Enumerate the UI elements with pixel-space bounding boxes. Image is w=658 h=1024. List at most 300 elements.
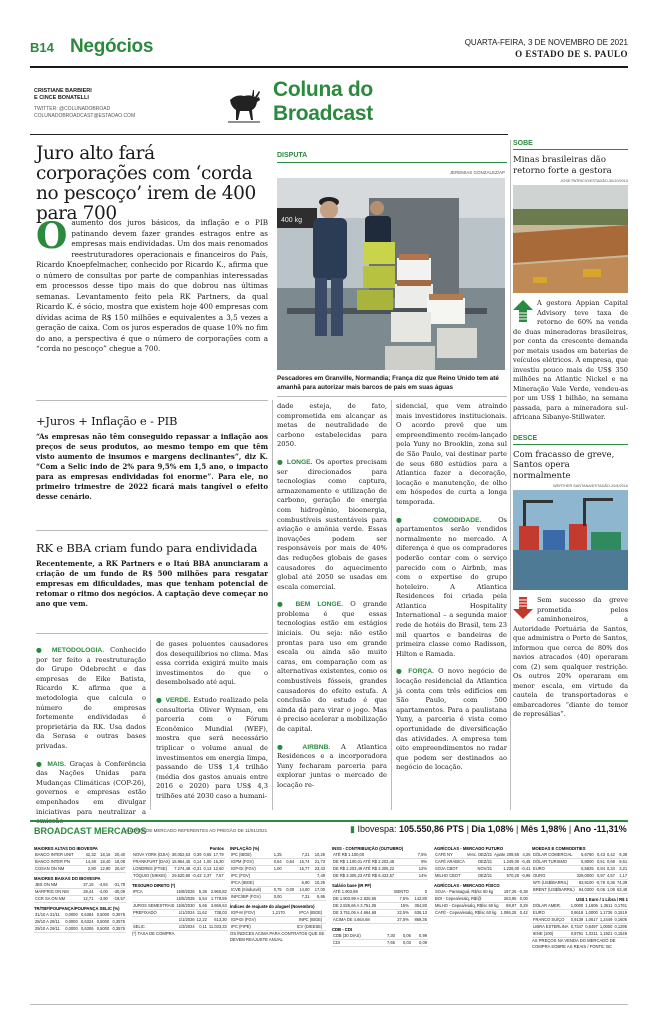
note-forca: ● FORÇA. O novo negócio de locação residencial da Atlantica já conta com três edifícios em São Paulo, com 500 apartamentos. Para a paulistana Yuny, a parceria é vista como oportunidade de diversificação das atividades. A empresa tem oito empreendimentos no radar que podem ser destinados ao negócio de locação. xyxy=(396,667,507,772)
table-cell: DE 3.751,06 A 4.664,68 xyxy=(332,910,388,917)
table-cell: 29/10 A 29/11 xyxy=(34,926,63,933)
table-cell: SELIC xyxy=(132,924,175,931)
table-cell: 37,15 xyxy=(79,882,94,889)
table-cell: 2,80 xyxy=(82,866,97,873)
table-heading: TESOURO DIRETO (*) xyxy=(132,883,176,889)
note-verde: ● VERDE. Estudo realizado pela consultoria Oliver Wyman, em parceria com o Fórum Econômico Mundial (WEF), mostra que será necessário triplicar o volume anual de investimentos em energia limpa, passando de US$ 1,4 trilhão (média dos gastos anuais entre 2016 e 2020) para US$ 4,3 trilhões até 2030 caso a humani- xyxy=(156,695,268,800)
juros-subhead: +Juros + Inflação e - PIB xyxy=(36,414,178,428)
table-row xyxy=(230,924,326,931)
table-row xyxy=(332,896,428,903)
table-cell: 0,69 xyxy=(606,859,615,865)
table-cell: 1,2170 xyxy=(266,910,286,917)
table-cell: 6,90 xyxy=(295,880,310,887)
table-cell: WTI (US$/BARRIL) xyxy=(532,880,576,887)
market-block-stocks xyxy=(132,846,227,937)
note-mais: ● MAIS. Graças à Conferência das Nações Unidas para Mudanças Climáticas (COP-26), governos e empresas estão empenhados em divulgar iniciativas para neutralizar a emissão xyxy=(36,759,146,826)
table-cell: IPC (FIPE) xyxy=(230,924,266,931)
edition-date: QUARTA-FEIRA, 3 DE NOVEMBRO DE 2021 xyxy=(464,38,628,47)
table-row xyxy=(132,859,225,866)
table-cell: 0,34 xyxy=(606,866,615,872)
table-heading: AGRÍCOLAS - MERCADO FUTURO xyxy=(434,846,504,851)
note-longe: ● LONGE. Os aportes precisam ser direcionados para tecnologias como captura, armazenamento e utilização de carbono, geração de energia com hidrogênio, bioenergia, combustíveis sustentáveis para aviação e amônia verde. Essas inovações podem ser responsáveis por mais de 40% das reduções globais de gases causadores do aquecimento global até 2050 se usadas em escala comercial. xyxy=(277,457,387,591)
table-cell: 5,36 xyxy=(196,889,208,896)
table-row xyxy=(132,873,225,880)
table-row xyxy=(434,873,531,880)
table-cell: 0,43 xyxy=(595,852,606,859)
table-row xyxy=(230,873,326,880)
table-cell: 4,57 xyxy=(606,873,615,879)
table-row xyxy=(132,903,228,910)
table-row xyxy=(434,903,529,910)
table-cell: 1,0000 xyxy=(585,910,598,916)
table-cell: ATÉ R$ 1.100,00 xyxy=(332,852,413,859)
caption-divider xyxy=(277,396,507,397)
notes-column-a xyxy=(36,646,146,827)
table-cell: 2,37 xyxy=(203,873,212,879)
table-cell: BANCO INTER UNIT xyxy=(34,852,82,859)
footer-rule xyxy=(30,1004,628,1005)
table-cell: 0,6384 xyxy=(79,912,95,919)
table-row xyxy=(34,926,126,933)
table-cell: DE 1.903,99 A 2.826,65 xyxy=(332,896,388,903)
table-cell: -19,57 xyxy=(109,896,126,903)
table-cell: 0,8791 xyxy=(570,931,584,937)
table-cell: TÓQUIO (NIKKEI) xyxy=(132,873,171,880)
table-cell: -30,09 xyxy=(109,889,126,896)
table-row xyxy=(532,910,628,917)
notes-column-b xyxy=(156,640,268,802)
table-cell: 27,5% xyxy=(388,917,409,924)
ibov-points: 105.550,86 PTS xyxy=(399,824,465,834)
table-cell: 0,3575 xyxy=(110,919,126,926)
table-cell: ICV (DIEESE) xyxy=(286,924,323,931)
mine-photo xyxy=(513,185,628,293)
table-cell: 263,95 xyxy=(499,896,517,903)
table-cell: CDB (30 DIAS) xyxy=(332,933,380,940)
ibov-dia: Dia 1,08% xyxy=(471,824,514,834)
table-cell: 1,17 xyxy=(616,873,628,880)
table-heading: MAIORES BAIXAS DO IBOVESPA xyxy=(34,876,101,882)
table-cell xyxy=(323,917,326,924)
column-divider xyxy=(272,400,273,810)
table-cell: -0,06 xyxy=(595,887,605,893)
table-cell: CCR SA ON NM xyxy=(34,896,79,903)
table-cell: 0,1761 xyxy=(614,903,627,909)
table-cell: ACIMA DE 4.664,68 xyxy=(332,917,388,924)
table-cell: DÓLAR AMER. xyxy=(532,903,570,910)
table-row xyxy=(34,859,126,866)
table-cell: 15/8/2030 xyxy=(176,903,195,909)
sobe-label: SOBE xyxy=(513,140,628,150)
table-cell: 7,5% xyxy=(388,896,409,903)
table-cell: DEZ/21 xyxy=(466,873,493,880)
table-cell: 636,13 xyxy=(410,910,428,917)
table-cell: 0,51 xyxy=(595,859,606,866)
juros-paragraph: “As empresas não têm conseguido repassar a inflação aos preços de seus produtos, ao mesmo tempo em que têm visto aumento de insumos e margens declinantes”, diz K. “Com a Selic indo de 2% para 9,5% em 1,5 ano, o impacto para as empresas endividadas foi enorme”. Para ele, no primeiro trimestre de 2022 ficará mais tangível o efeito desse cenário. xyxy=(36,432,268,501)
section-divider xyxy=(36,530,268,531)
table-row xyxy=(434,852,531,859)
table-cell: 1,0617 xyxy=(585,917,598,923)
table-cell: JBS ON NM xyxy=(34,882,79,889)
desce-title: Com fracasso de greve, Santos opera normalmente xyxy=(513,449,615,481)
table-row xyxy=(34,889,126,896)
table-cell: 0,00 xyxy=(517,896,528,903)
table-cell: 2.960,82 xyxy=(208,889,228,896)
table-cell: -3,90 xyxy=(94,896,108,903)
table-cell: INPC (IBGE) xyxy=(286,917,323,924)
table-cell: 0,11 xyxy=(196,924,208,931)
table-cell: EURO xyxy=(532,910,570,917)
table-cell: IGP-DI (FGV) xyxy=(230,917,266,924)
table-cell: 1,00 xyxy=(270,866,283,873)
table-cell: 1.249,00 xyxy=(493,859,520,866)
table-cell: Venc. DEZ/21 xyxy=(466,852,493,858)
table-cell: 7,21 xyxy=(295,852,310,859)
ir-table xyxy=(332,889,428,924)
table-row xyxy=(132,896,228,903)
table-cell: DÓLAR COMERCIAL xyxy=(532,852,576,859)
table-cell: 1,08 xyxy=(606,887,615,893)
table-cell: 11,62 xyxy=(196,910,207,916)
table-cell: 12,71 xyxy=(79,896,94,903)
table-cell: 5,8000 xyxy=(576,859,595,866)
table-cell: 7,31 xyxy=(295,894,310,901)
table-cell: 20,67 xyxy=(111,866,126,873)
table-cell: 0,1519 xyxy=(614,910,627,916)
tr-table xyxy=(34,912,126,933)
table-cell: 10,25 xyxy=(311,852,326,859)
column-brand xyxy=(273,78,373,126)
table-heading: US$ 1 Euro / 1 Libra / R$ 1 xyxy=(576,897,628,903)
table-heading: TR/TBF/POUPANÇA/POUPANÇA SELIC (%) xyxy=(34,906,120,912)
table-cell: 1,0000 xyxy=(570,903,584,909)
currencies-table xyxy=(532,852,628,894)
table-cell xyxy=(132,917,175,924)
twitter-handle[interactable]: TWITTER: @COLUNADOBROAD xyxy=(34,106,111,112)
main-lead-paragraph xyxy=(36,215,268,355)
table-cell: IPC (IBGE) xyxy=(230,852,270,859)
table-cell: 0,0000 xyxy=(63,912,79,919)
table-cell: 14,48 xyxy=(82,859,97,866)
table-cell: 31/10 A 31/11 xyxy=(34,912,63,919)
author-name: CRISTIANE BARBIERI xyxy=(34,88,92,94)
table-cell: 14,00 xyxy=(295,887,310,894)
table-cell: IPC (FGV) xyxy=(230,873,270,880)
table-cell: 0,65 xyxy=(203,852,212,858)
table-cell: PREFIXADO xyxy=(132,910,175,917)
table-row xyxy=(532,903,628,910)
table-cell xyxy=(283,880,296,887)
port-photo xyxy=(513,490,628,590)
table-cell: FRANKFURT (DAX) xyxy=(133,859,170,865)
table-cell: 0 xyxy=(410,889,428,896)
table-cell: BOI - Cepea/esalq, R$/@ xyxy=(434,896,499,903)
table-cell: ISENTO xyxy=(388,889,409,896)
table-cell: 0,5000 xyxy=(94,912,110,919)
table-row xyxy=(532,887,628,894)
table-row xyxy=(532,859,628,866)
table-cell: 0,5000 xyxy=(94,919,110,926)
table-cell: 22,5% xyxy=(388,910,409,917)
table-cell: 0,39 xyxy=(191,852,202,859)
table-row xyxy=(132,910,228,917)
brand-divider xyxy=(30,134,508,135)
table-cell: BRENT (US$/BARRIL) xyxy=(533,887,575,893)
table-cell: 18,40 xyxy=(97,859,112,866)
table-row xyxy=(34,912,126,919)
table-row xyxy=(532,924,628,931)
table-row xyxy=(132,852,225,859)
table-cell: 5,54 xyxy=(196,896,208,903)
table-cell: 0,14 xyxy=(191,859,202,866)
lows-table xyxy=(34,882,126,903)
table-row xyxy=(34,896,126,903)
table-cell: 9,61 xyxy=(616,859,628,866)
author-name: E CINCE BONATELLI xyxy=(34,95,89,101)
table-cell: 17,00 xyxy=(311,887,326,894)
table-cell: 7.274,48 xyxy=(171,866,191,873)
table-cell: -4,84 xyxy=(94,882,108,889)
sobe-photo-credit: JOSE PATRICIO/ESTADÃO-30/10/2013 xyxy=(560,179,628,183)
table-cell: 329,0000 xyxy=(576,873,594,879)
table-cell: DÓLAR TURISMO xyxy=(532,859,576,866)
table-cell: 1,0211 xyxy=(585,931,598,937)
table-cell: 0,42 xyxy=(606,852,615,858)
column-email[interactable]: COLUNADOBROADCAST@ESTADAO.COM xyxy=(34,113,136,119)
note-airbnb: ● AIRBNB. A Atlantica Residences e a incorporadora Yuny fecharam parceria para explorar juntas o mercado de locação re- xyxy=(277,742,387,789)
photo-credit: JEREMIAS GONZALEZ/AP xyxy=(449,170,505,175)
table-cell: DEZ/21 xyxy=(466,859,493,866)
inss-table xyxy=(332,852,428,880)
table-cell: 613,30 xyxy=(208,917,228,924)
table-cell: MILHO CBOT xyxy=(434,873,466,880)
table-cell: 23,43 xyxy=(311,866,326,873)
table-cell: -0,96 xyxy=(521,873,531,879)
market-header xyxy=(30,820,628,836)
table-cell: MILHO - Cepea/esalq, R$/sc 60 kg xyxy=(435,903,499,909)
photo-caption: Pescadores em Granville, Normandia; França diz que Reino Unido tem até amanhã para autorizar mais barcos de pais em suas águas xyxy=(277,375,499,391)
table-cell: 1.228,00 xyxy=(493,866,520,873)
table-heading: INFLAÇÃO (%) xyxy=(230,846,260,851)
table-cell: 0,97 xyxy=(595,873,606,880)
table-cell: 869,36 xyxy=(410,917,428,924)
table-cell: 1.778,59 xyxy=(208,896,228,903)
section-divider xyxy=(36,633,268,634)
table-heading: MAIORES ALTAS DO IBOVESPA xyxy=(34,846,98,851)
table-cell: 7,30 xyxy=(380,933,396,940)
table-cell: IGP-DI (FGV) xyxy=(230,866,270,873)
market-subtitle: VALORES DE MERCADO REFERENTES AO PREGÃO DE 11/01/2021 xyxy=(124,828,268,833)
arrow-up-icon xyxy=(513,300,533,322)
table-row xyxy=(332,859,428,866)
table-row xyxy=(230,910,326,917)
column-divider xyxy=(150,640,151,810)
column-divider xyxy=(510,140,511,810)
table-cell: 0,03 xyxy=(396,940,412,947)
table-row xyxy=(132,924,228,931)
table-note: OS ÍNDICES ACIMA PARA CONTRATOS QUE SE DEVEM REAJUSTE ANUAL xyxy=(230,931,325,943)
fund-subhead: RK e BBA criam fundo para endividada xyxy=(36,541,258,555)
table-cell xyxy=(283,894,296,901)
page-number: B14 xyxy=(30,40,54,55)
table-cell: IPCA (IBGE) xyxy=(286,910,323,917)
table-cell: 1,2449 xyxy=(599,917,613,923)
table-cell: 1/1/2024 xyxy=(175,910,195,917)
table-cell: 1,1736 xyxy=(599,910,613,916)
table-cell: 0,09 xyxy=(412,940,428,947)
column-contacts xyxy=(34,106,214,120)
table-cell: 0,64 xyxy=(283,859,296,866)
table-cell: 16,30 xyxy=(213,859,224,865)
ibov-label: Ibovespa: xyxy=(357,824,397,834)
table-cell: 15/8/2026 xyxy=(176,889,195,895)
table-cell xyxy=(266,917,286,924)
table-cell: 354,80 xyxy=(410,903,428,910)
notes-column-d xyxy=(396,402,507,773)
table-cell: LIBRA ESTERLINA xyxy=(533,924,569,930)
table-cell xyxy=(270,880,283,887)
table-cell: DE R$ 2.203,49 ATÉ R$ 3.305,22 xyxy=(332,866,413,873)
table-cell: -31,79 xyxy=(109,882,126,889)
header-divider xyxy=(30,66,628,68)
fund-paragraph: Recentemente, a RK Partners e o Itaú BBA anunciaram a criação de um fundo de R$ 500 milhões para resgatar empresas em dificuldades, mas que tenham potencial de retomar o ritmo dos negócios. A captação deve começar no ano que vem. xyxy=(36,559,268,608)
table-cell: OURO xyxy=(532,873,576,880)
table-row xyxy=(332,940,428,947)
table-cell: 738,03 xyxy=(208,910,228,917)
table-cell xyxy=(266,924,286,931)
table-cell: IGP-M (FGV) xyxy=(230,910,266,917)
table-cell: COSAN ON NM xyxy=(34,866,82,873)
table-cell: 142,80 xyxy=(410,896,428,903)
table-cell: 83,9100 xyxy=(576,880,595,887)
table-cell: -0,31 xyxy=(192,866,202,872)
table-cell: JUROS SEMESTRAIS xyxy=(133,903,175,909)
table-cell: 1,0000 xyxy=(599,924,613,930)
crossrates-table xyxy=(532,903,628,938)
table-cell: 570,25 xyxy=(493,873,520,880)
table-cell: 0,00 xyxy=(270,894,283,901)
table-cell: 3,21 xyxy=(616,866,628,873)
table-cell: IPCA (IBGE) xyxy=(230,880,270,887)
table-row xyxy=(230,859,326,866)
table-row xyxy=(434,889,529,896)
market-block-inflation xyxy=(230,846,326,943)
sobe-text: A gestora Appian Capital Advisory teve taxa de retorno de 60% na venda de duas mineradoras brasileiras, por conta da crescente demanda por metais usados em baterias de veículos elétricos. A empresa, que investiu pouco mais de US$ 350 milhões na Atlantic Nickel e na Mineração Vale Verde, vendeu-as por um US$ 1 bilhão, na semana passada, para a mineradora sul-africana Sibanye-Stillwater. xyxy=(513,299,628,421)
table-cell: 0,5000 xyxy=(94,926,110,933)
table-cell xyxy=(132,896,175,903)
table-cell: 0,06 xyxy=(396,933,412,940)
table-cell: SOJA CBOT xyxy=(434,866,466,873)
table-cell: 0,6324 xyxy=(79,919,95,926)
table-cell: ICVB (Sindusvit) xyxy=(230,887,270,894)
table-row xyxy=(434,910,529,917)
table-cell: 12,90 xyxy=(97,866,112,873)
table-cell: ATÉ 1.903,98 xyxy=(332,889,388,896)
table-cell: 12,22 xyxy=(196,917,207,923)
table-cell: 1.086,25 xyxy=(500,910,517,916)
table-cell: 9% xyxy=(413,859,428,866)
table-cell: 0,1549 xyxy=(614,931,627,937)
table-row xyxy=(332,866,428,873)
table-cell: 0,7347 xyxy=(570,924,584,930)
table-cell: 74,39 xyxy=(616,880,628,886)
table-cell: 7,57 xyxy=(212,873,224,880)
svg-text:400 kg: 400 kg xyxy=(281,217,303,224)
table-row xyxy=(230,866,326,873)
table-cell: 1,1921 xyxy=(599,931,613,937)
desce-label: DESCE xyxy=(513,435,628,445)
table-heading: CDB - CDI xyxy=(332,927,353,933)
table-cell: 3.866,63 xyxy=(208,903,228,910)
table-cell: 0,00 xyxy=(283,887,296,894)
table-cell: Ajuste 208,55 xyxy=(494,852,520,858)
table-cell: 17,79 xyxy=(213,852,224,858)
table-row xyxy=(434,896,529,903)
table-cell: 0,6306 xyxy=(79,926,95,933)
table-cell: 0,3575 xyxy=(110,926,126,933)
column-brand-line2: Broadcast xyxy=(273,102,374,125)
market-block-currencies xyxy=(532,846,628,950)
market-title: BROADCAST MERCADOS xyxy=(34,826,147,836)
table-cell: 16,74 xyxy=(295,859,310,866)
table-row xyxy=(230,894,326,901)
table-cell: 0,29 xyxy=(517,903,528,910)
table-cell: 0,75 xyxy=(270,887,283,894)
table-cell: 0,8618 xyxy=(570,910,584,916)
notes-column-c xyxy=(277,402,387,791)
table-cell: -4,00 xyxy=(94,889,108,896)
table-heading: Índices de reajuste do aluguel (Novembro) xyxy=(230,904,315,910)
table-cell: -0,45 xyxy=(521,859,531,865)
table-cell: 20,40 xyxy=(111,852,126,859)
table-cell: 9,86 xyxy=(311,894,326,901)
table-row xyxy=(332,917,428,924)
table-cell: 14% xyxy=(413,873,428,880)
ibovespa-summary: ▮ Ibovespa: 105.550,86 PTS | Dia 1,08% | Mês 1,98% | Ano -11,31% xyxy=(350,824,627,834)
inflation-table xyxy=(230,852,326,901)
table-cell: -0,43 xyxy=(192,873,202,879)
section-divider xyxy=(36,400,268,401)
fishermen-photo-illustration xyxy=(277,178,505,370)
table-cell xyxy=(283,866,296,873)
table-cell: 6,5825 xyxy=(576,866,595,873)
photo-section-rule xyxy=(277,162,507,163)
table-row xyxy=(434,866,531,873)
table-cell: 1,1606 xyxy=(585,903,598,909)
table-cell: 1/3/2024 xyxy=(175,924,195,931)
table-row xyxy=(532,931,628,938)
table-cell: 0,64 xyxy=(270,859,283,866)
table-row xyxy=(532,873,628,880)
table-cell: -0,38 xyxy=(518,889,528,895)
table-row xyxy=(332,903,428,910)
table-cell xyxy=(283,873,296,880)
desce-story xyxy=(513,596,628,720)
table-row xyxy=(230,887,326,894)
market-block-agro xyxy=(434,846,531,917)
table-cell: 12,60 xyxy=(213,866,224,872)
desce-photo-credit: WERTHER SANTANA/ESTADÃO-20/4/2016 xyxy=(553,484,628,488)
sobe-title: Minas brasileiras dão retorno forte a gestora xyxy=(513,155,612,176)
table-cell: 29.520,90 xyxy=(171,873,191,879)
table-cell xyxy=(270,873,283,880)
column-divider xyxy=(391,400,392,810)
table-cell: EURO xyxy=(532,866,576,873)
table-cell: 0,0000 xyxy=(63,919,79,926)
ibov-ano: Ano -11,31% xyxy=(573,824,627,834)
table-row xyxy=(532,866,628,873)
table-row xyxy=(332,910,428,917)
